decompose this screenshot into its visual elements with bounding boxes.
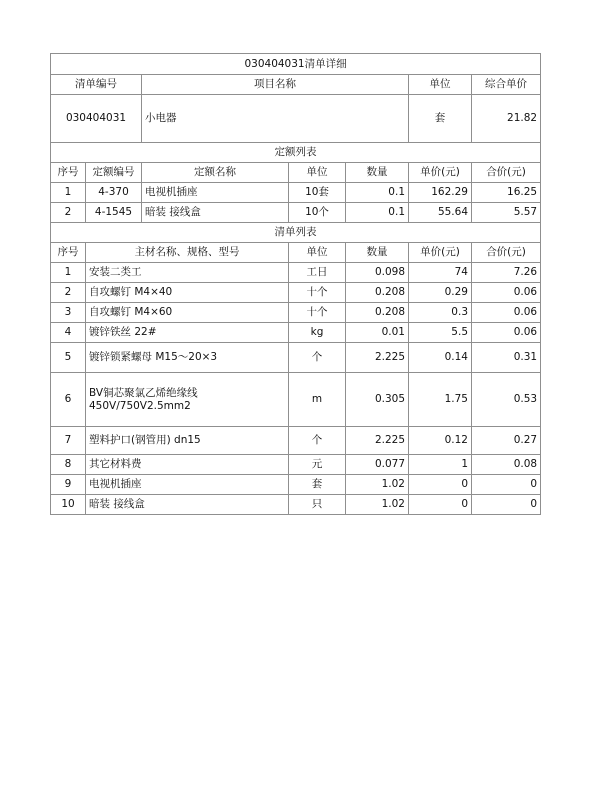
material-name: 塑料护口(钢管用) dn15 [86,427,289,455]
material-total: 0.06 [472,283,541,303]
material-no: 7 [51,427,86,455]
unit-header: 单位 [409,75,472,95]
material-qty: 0.208 [346,303,409,323]
material-price: 0.3 [409,303,472,323]
material-row [51,343,541,373]
material-unit: m [289,373,346,427]
material-row [51,495,541,515]
material-row [51,455,541,475]
materials-col-unit: 单位 [289,243,346,263]
material-price: 74 [409,263,472,283]
material-price: 5.5 [409,323,472,343]
material-unit: 工日 [289,263,346,283]
material-no: 1 [51,263,86,283]
quota-col-name: 定额名称 [142,163,289,183]
material-name: 自攻螺钉 M4×40 [86,283,289,303]
material-unit: 元 [289,455,346,475]
material-price: 0.29 [409,283,472,303]
material-no: 2 [51,283,86,303]
quota-unit: 10套 [289,183,346,203]
material-name: 自攻螺钉 M4×60 [86,303,289,323]
material-no: 5 [51,343,86,373]
material-qty: 1.02 [346,495,409,515]
materials-col-no: 序号 [51,243,86,263]
material-no: 8 [51,455,86,475]
material-total: 7.26 [472,263,541,283]
quota-row [51,203,541,223]
material-unit: 十个 [289,303,346,323]
material-total: 0 [472,495,541,515]
code-header: 清单编号 [51,75,142,95]
quota-qty: 0.1 [346,183,409,203]
header-row [51,75,541,95]
material-qty: 0.305 [346,373,409,427]
material-total: 0.06 [472,323,541,343]
quota-price: 162.29 [409,183,472,203]
quota-code: 4-370 [86,183,142,203]
material-total: 0.31 [472,343,541,373]
material-name: 暗装 接线盒 [86,495,289,515]
material-price: 1 [409,455,472,475]
material-unit: 套 [289,475,346,495]
material-total: 0.08 [472,455,541,475]
material-row [51,373,541,427]
quota-col-no: 序号 [51,163,86,183]
quota-no: 1 [51,183,86,203]
item-code: 030404031 [51,95,142,143]
quota-unit: 10个 [289,203,346,223]
material-total: 0.53 [472,373,541,427]
item-price: 21.82 [472,95,541,143]
quota-qty: 0.1 [346,203,409,223]
quota-name: 暗装 接线盒 [142,203,289,223]
bill-detail-table [50,53,541,515]
material-total: 0.27 [472,427,541,455]
material-price: 0.12 [409,427,472,455]
material-no: 4 [51,323,86,343]
material-no: 10 [51,495,86,515]
material-name: 镀锌铁丝 22# [86,323,289,343]
quota-col-code: 定额编号 [86,163,142,183]
quota-row [51,183,541,203]
materials-header-row [51,243,541,263]
material-no: 6 [51,373,86,427]
materials-section-title: 清单列表 [51,223,541,243]
material-name: BV铜芯聚氯乙烯绝缘线 450V/750V2.5mm2 [86,373,289,427]
quota-section-row [51,143,541,163]
material-price: 0 [409,475,472,495]
material-row [51,475,541,495]
materials-section-row [51,223,541,243]
quota-col-unit: 单位 [289,163,346,183]
quota-col-qty: 数量 [346,163,409,183]
quota-code: 4-1545 [86,203,142,223]
material-no: 9 [51,475,86,495]
material-row [51,427,541,455]
material-qty: 0.098 [346,263,409,283]
title-row [51,54,541,75]
material-name: 安装二类工 [86,263,289,283]
material-price: 0.14 [409,343,472,373]
item-row [51,95,541,143]
material-qty: 0.208 [346,283,409,303]
material-row [51,323,541,343]
material-unit: 个 [289,343,346,373]
material-no: 3 [51,303,86,323]
materials-col-qty: 数量 [346,243,409,263]
material-price: 1.75 [409,373,472,427]
quota-total: 16.25 [472,183,541,203]
material-row [51,263,541,283]
material-qty: 2.225 [346,343,409,373]
material-name: 镀锌锁紧螺母 M15～20×3 [86,343,289,373]
quota-section-title: 定额列表 [51,143,541,163]
material-total: 0 [472,475,541,495]
material-unit: kg [289,323,346,343]
material-qty: 1.02 [346,475,409,495]
item-unit: 套 [409,95,472,143]
name-header: 项目名称 [142,75,409,95]
material-name: 电视机插座 [86,475,289,495]
material-unit: 只 [289,495,346,515]
material-unit: 十个 [289,283,346,303]
item-name: 小电器 [142,95,409,143]
quota-col-price: 单价(元) [409,163,472,183]
quota-no: 2 [51,203,86,223]
material-qty: 0.01 [346,323,409,343]
material-row [51,283,541,303]
material-total: 0.06 [472,303,541,323]
price-header: 综合单价 [472,75,541,95]
material-price: 0 [409,495,472,515]
materials-col-price: 单价(元) [409,243,472,263]
material-row [51,303,541,323]
quota-header-row [51,163,541,183]
material-name: 其它材料费 [86,455,289,475]
quota-total: 5.57 [472,203,541,223]
material-qty: 0.077 [346,455,409,475]
quota-col-total: 合价(元) [472,163,541,183]
table-title: 030404031清单详细 [51,54,541,75]
material-qty: 2.225 [346,427,409,455]
quota-name: 电视机插座 [142,183,289,203]
materials-col-total: 合价(元) [472,243,541,263]
materials-col-name: 主材名称、规格、型号 [86,243,289,263]
quota-price: 55.64 [409,203,472,223]
material-unit: 个 [289,427,346,455]
